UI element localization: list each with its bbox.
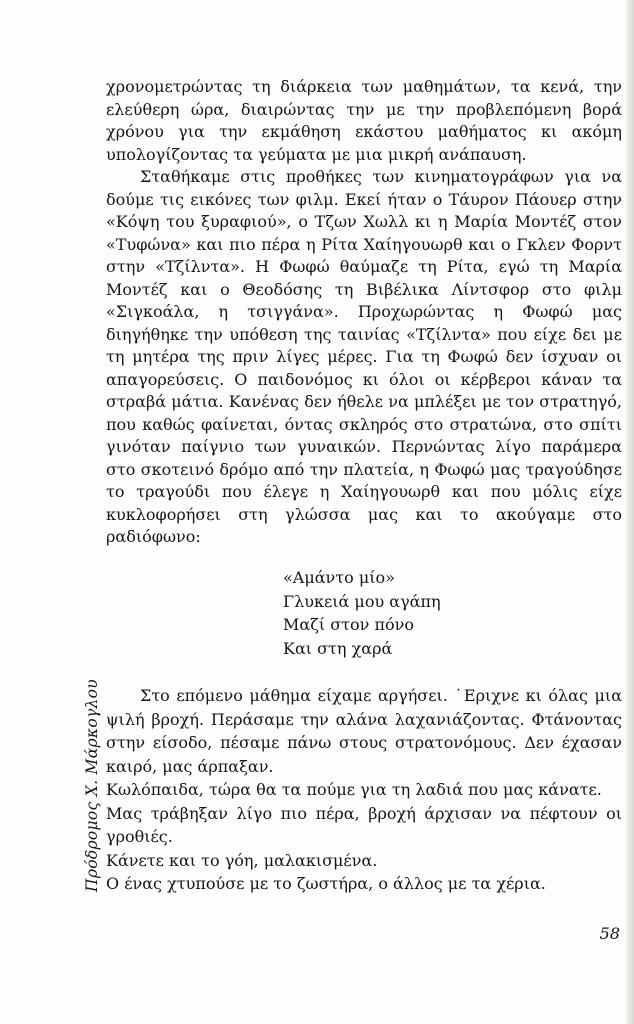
main-text-block	[106, 76, 622, 549]
song-lyrics	[283, 566, 441, 660]
page-number: 58	[599, 924, 620, 943]
lyric-line: Μαζί στον πόνο	[283, 615, 414, 634]
page-edge	[626, 0, 634, 1024]
paragraph-2: Σταθήκαμε στις προθήκες των κινηματογράφων για να δούμε τις εικόνες των φιλμ. Εκεί ήταν ο Τάυρον Πάουερ στην «Κόψη του ξυραφιού», ο Τζων Χωλλ κι η Μαρία Μοντέζ στον «Τυφώνα» και πιο πέρα η Ρίτα Χαίηγουωρθ και ο Γκλεν Φορντ στην «Τζίλντα». Η Φωφώ θαύμαζε τη Ρίτα, εγώ τη Μαρία Μοντέζ και ο Θεοδόσης τη Βιβέλικα Λίντσφορ στο φιλμ «Σιγκοάλα, η τσιγγάνα». Προχωρώντας η Φωφώ μας διηγήθηκε την υπόθεση της ταινίας «Τζίλντα» που είχε δει με τη μητέρα της πριν λίγες μέρες. Για τη Φωφώ δεν ίσχυαν οι απαγορεύσεις. Ο παιδονόμος κι όλοι οι κέρβεροι κάναν τα στραβά μάτια. Κανένας δεν ήθελε να μπλέξει με τον στρατηγό, που καθώς φαίνεται, όντας σκληρός στο στρατώνα, στο σπίτι γινόταν παίγνιο των γυναικών. Περνώντας λίγο παράμερα στο σκοτεινό δρόμο από την πλατεία, η Φωφώ μας τραγούδησε το τραγούδι που έλεγε η Χαίηγουωρθ και που μόλις είχε κυκλοφορήσει στη γλώσσα μας και το ακούγαμε στο ραδιόφωνο:	[106, 167, 622, 546]
paragraph-4: Κωλόπαιδα, τώρα θα τα πούμε για τη λαδιά που μας κάνατε.	[106, 780, 602, 799]
paragraph-1: χρονομετρώντας τη διάρκεια των μαθημάτων, τα κενά, την ελεύθερη ώρα, διαιρώντας την με την προβλεπόμενη βορά χρόνου για την εκμάθηση εκάστου μαθήματος κι ακόμη υπολογίζοντας τα γεύματα με μια μικρή ανάπαυση.	[106, 77, 622, 164]
paragraph-6: Κάνετε και το γόη, μαλακισμένα.	[106, 850, 378, 870]
lyric-line: Και στη χαρά	[283, 638, 393, 658]
lyric-line: Γλυκειά μου αγάπη	[283, 591, 441, 611]
paragraph-7: Ο ένας χτυπούσε με το ζωστήρα, ο άλλος με τα χέρια.	[106, 874, 546, 893]
running-author-name: Πρόδρομος Χ. Μάρκογλου	[83, 678, 101, 892]
paragraph-5: Μας τράβηξαν λίγο πιο πέρα, βροχή άρχισαν να πέφτουν οι γροθιές.	[106, 803, 622, 846]
second-text-block	[106, 684, 622, 896]
lyric-line: «Αμάντο μίο»	[283, 568, 395, 587]
paragraph-3: Στο επόμενο μάθημα είχαμε αργήσει. ˙Εριχνε κι όλας μια ψιλή βροχή. Περάσαμε την αλάνα λαχανιάζοντας. Φτάνοντας στην είσοδο, πέσαμε πάνω στους στρατονόμους. Δεν έχασαν καιρό, μας άρπαξαν.	[106, 686, 622, 776]
